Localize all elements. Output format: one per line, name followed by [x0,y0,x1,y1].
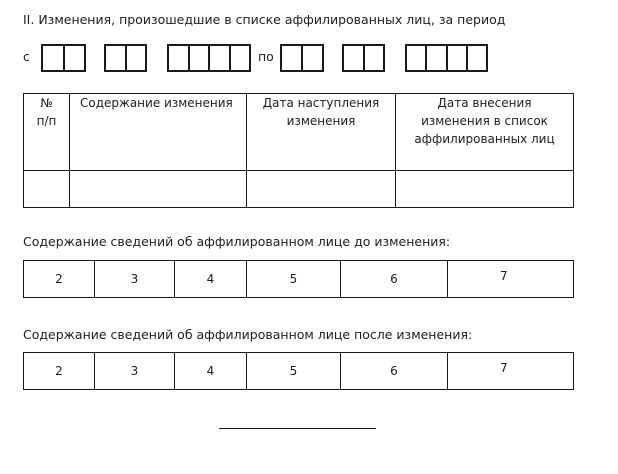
before-col-2: 2 [24,261,95,298]
signature-line [219,428,376,429]
period-to-label: по [258,49,274,64]
header-number: № п/п [24,94,70,171]
after-col-2: 2 [24,353,95,390]
header-change-date: Дата наступления изменения [247,94,396,171]
period-from-day-field[interactable] [41,44,86,72]
before-change-caption: Содержание сведений об аффилированном лице до изменения: [23,234,451,249]
after-col-3: 3 [95,353,175,390]
period-from-label: с [23,49,30,64]
period-to-month-field[interactable] [342,44,385,72]
period-to-year-field[interactable] [405,44,488,72]
before-col-5: 5 [247,261,341,298]
section-title: II. Изменения, произошедшие в списке аффилированных лиц, за период [23,12,506,27]
before-col-4: 4 [175,261,247,298]
before-col-3: 3 [95,261,175,298]
period-from-month-field[interactable] [104,44,147,72]
after-change-caption: Содержание сведений об аффилированном лице после изменения: [23,327,473,342]
before-change-table [23,260,574,298]
after-change-table [23,352,574,390]
header-change-content: Содержание изменения [70,94,247,171]
cell-change-content-input[interactable] [70,171,247,208]
table-row [24,171,574,208]
changes-table [23,93,574,208]
after-col-4: 4 [175,353,247,390]
before-col-6: 6 [341,261,448,298]
cell-list-entry-date-input[interactable] [396,171,574,208]
after-col-5: 5 [247,353,341,390]
cell-change-date-input[interactable] [247,171,396,208]
after-col-7: 7 [448,353,574,390]
before-col-7: 7 [448,261,574,298]
after-col-6: 6 [341,353,448,390]
period-from-year-field[interactable] [167,44,251,72]
cell-number-input[interactable] [24,171,70,208]
period-to-day-field[interactable] [280,44,324,72]
header-list-entry-date: Дата внесения изменения в список аффилированных лиц [396,94,574,171]
